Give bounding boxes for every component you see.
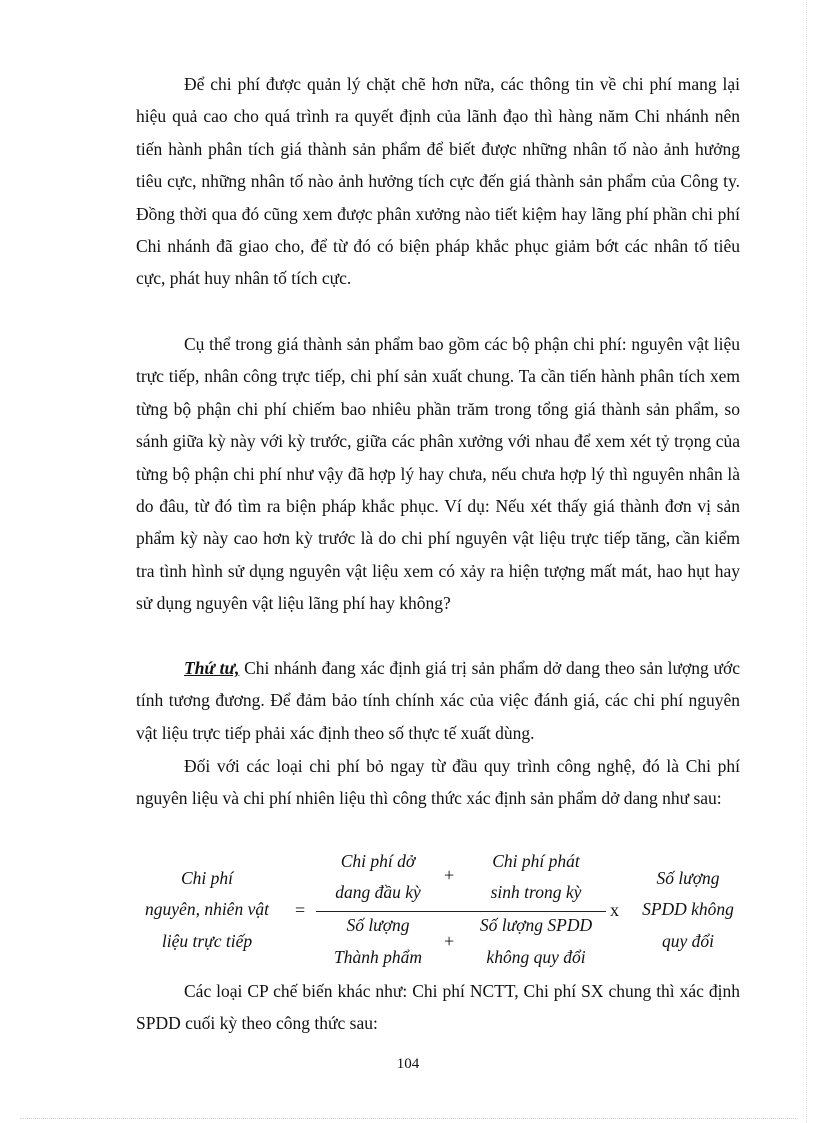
- right-dotted-divider: [806, 0, 807, 1123]
- formula-numerator-left-2: dang đầu kỳ: [335, 882, 421, 902]
- paragraph-1: Để chi phí được quản lý chặt chẽ hơn nữa, các thông tin về chi phí mang lại hiệu quả cao cho quá trình ra quyết định của lãnh đạo thì hàng năm Chi nhánh nên tiến hành phân tích giá thành sản phẩm để biết được những nhân tố nào ảnh hưởng tiêu cực, những nhân tố nào ảnh hưởng tích cực đến giá thành sản phẩm của Công ty. Đồng thời qua đó cũng xem được phân xưởng nào tiết kiệm hay lãng phí phần chi phí Chi nhánh đã giao cho, để từ đó có biện pháp khắc phục giảm bớt các nhân tố tiêu cực, phát huy nhân tố tích cực.: [136, 74, 740, 289]
- formula-numerator-left-1: Chi phí dở: [340, 851, 416, 871]
- formula-denominator-right-2: không quy đổi: [486, 947, 586, 967]
- page-number: 104: [396, 1056, 420, 1072]
- formula-denominator-left-2: Thành phẩm: [334, 947, 422, 967]
- paragraph-5: Các loại CP chế biến khác như: Chi phí NCTT, Chi phí SX chung thì xác định SPDD cuối kỳ theo công thức sau:: [136, 981, 740, 1034]
- paragraph-4: Đối với các loại chi phí bỏ ngay từ đầu quy trình công nghệ, đó là Chi phí nguyên liệu và chi phí nhiên liệu thì công thức xác định sản phẩm dở dang như sau:: [136, 756, 740, 809]
- formula-numerator-right-2: sinh trong kỳ: [490, 882, 582, 902]
- section-lead: Thứ tư,: [184, 658, 240, 678]
- formula-lhs-line-1: Chi phí: [180, 868, 234, 888]
- formula-rhs-line-1: Số lượng: [656, 868, 720, 888]
- bottom-dotted-divider: [20, 1118, 796, 1119]
- formula-numerator-plus: +: [444, 865, 455, 885]
- paragraph-3-body: Chi nhánh đang xác định giá trị sản phẩm dở dang theo sản lượng ước tính tương đương. Để đảm bảo tính chính xác của việc đánh giá, các chi phí nguyên vật liệu trực tiếp phải xác định theo số thực tế xuất dùng.: [136, 658, 740, 743]
- formula-times: x: [610, 900, 619, 920]
- formula-rhs-line-2: SPDD không: [642, 899, 734, 919]
- formula-denominator-left-1: Số lượng: [346, 915, 410, 935]
- formula-lhs-line-2: nguyên, nhiên vật: [145, 899, 269, 919]
- paragraph-3: [136, 652, 740, 749]
- formula-equals: =: [295, 900, 306, 920]
- formula-lhs-line-3: liệu trực tiếp: [161, 931, 253, 951]
- formula-denominator-plus: +: [444, 931, 455, 951]
- formula-rhs-line-3: quy đổi: [661, 931, 714, 951]
- formula-numerator-right-1: Chi phí phát: [492, 851, 580, 871]
- paragraph-2: Cụ thể trong giá thành sản phẩm bao gồm các bộ phận chi phí: nguyên vật liệu trực tiếp, nhân công trực tiếp, chi phí sản xuất chung. Ta cần tiến hành phân tích xem từng bộ phận chi phí chiếm bao nhiêu phần trăm trong tổng giá thành sản phẩm, so sánh giữa kỳ này với kỳ trước, giữa các phân xưởng với nhau để xem xét tỷ trọng của từng bộ phận chi phí như vậy đã hợp lý hay chưa, nếu chưa hợp lý thì nguyên nhân là do đâu, từ đó tìm ra biện pháp khắc phục. Ví dụ: Nếu xét thấy giá thành đơn vị sản phẩm kỳ này cao hơn kỳ trước là do chi phí nguyên vật liệu trực tiếp tăng, cần kiểm tra tình hình sử dụng nguyên vật liệu xem có xảy ra hiện tượng mất mát, hao hụt hay sử dụng nguyên vật liệu lãng phí hay không?: [136, 334, 740, 614]
- formula-denominator-right-1: Số lượng SPDD: [479, 915, 593, 935]
- fraction-bar: [316, 911, 606, 912]
